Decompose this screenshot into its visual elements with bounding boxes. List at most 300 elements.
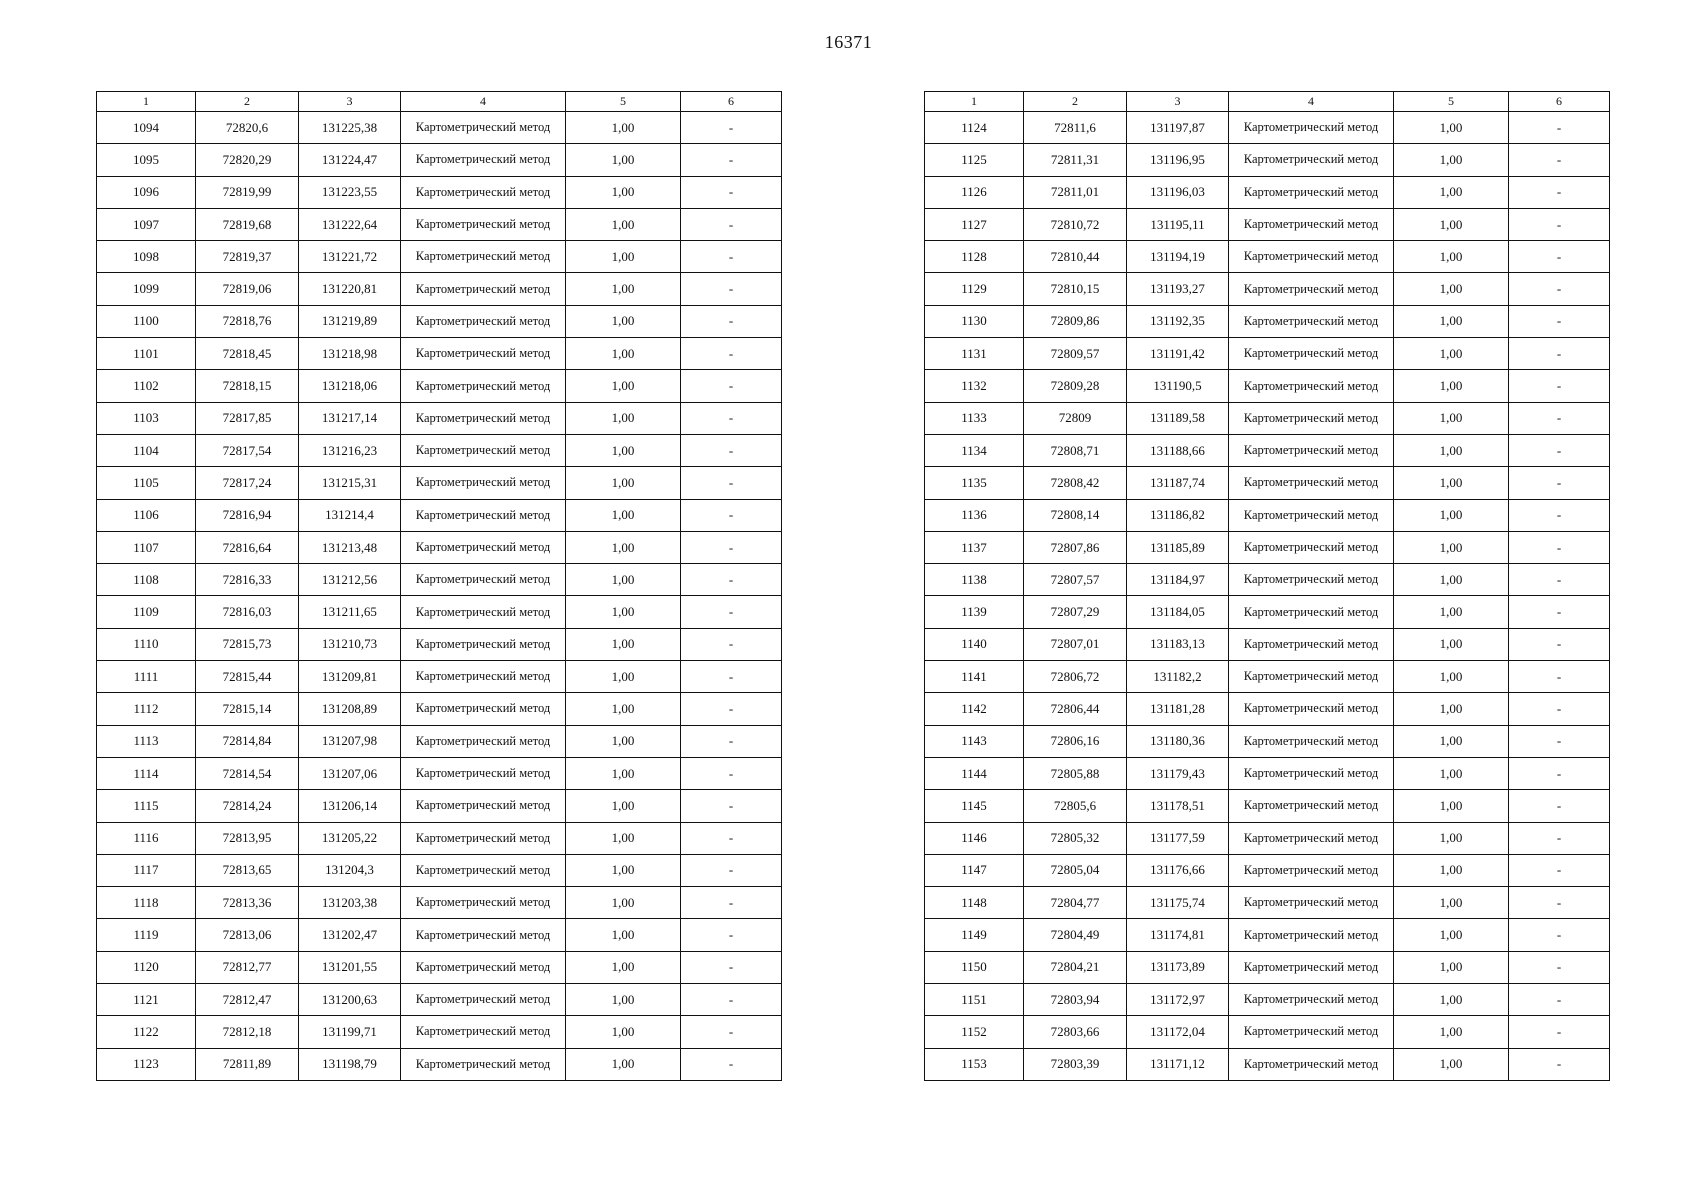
accuracy-cell: 1,00 <box>566 338 681 370</box>
x-coordinate-cell: 72819,99 <box>196 176 299 208</box>
description-cell: - <box>1509 402 1610 434</box>
point-number-cell: 1132 <box>925 370 1024 402</box>
table-header-row <box>97 92 782 112</box>
x-coordinate-cell: 72819,06 <box>196 273 299 305</box>
table-row <box>925 822 1610 854</box>
description-cell: - <box>681 951 782 983</box>
method-cell: Картометрический метод <box>401 757 566 789</box>
point-number-cell: 1141 <box>925 661 1024 693</box>
point-number-cell: 1145 <box>925 790 1024 822</box>
table-row <box>97 984 782 1016</box>
description-cell: - <box>681 273 782 305</box>
y-coordinate-cell: 131217,14 <box>299 402 401 434</box>
description-cell: - <box>681 757 782 789</box>
column-header-2: 2 <box>196 92 299 112</box>
table-row <box>97 564 782 596</box>
table-row <box>97 1048 782 1080</box>
coordinates-table-left <box>96 91 782 1081</box>
description-cell: - <box>1509 531 1610 563</box>
description-cell: - <box>1509 499 1610 531</box>
x-coordinate-cell: 72813,06 <box>196 919 299 951</box>
description-cell: - <box>1509 693 1610 725</box>
accuracy-cell: 1,00 <box>566 273 681 305</box>
accuracy-cell: 1,00 <box>1394 984 1509 1016</box>
accuracy-cell: 1,00 <box>1394 531 1509 563</box>
accuracy-cell: 1,00 <box>1394 241 1509 273</box>
y-coordinate-cell: 131218,06 <box>299 370 401 402</box>
method-cell: Картометрический метод <box>401 984 566 1016</box>
x-coordinate-cell: 72814,54 <box>196 757 299 789</box>
description-cell: - <box>1509 628 1610 660</box>
point-number-cell: 1112 <box>97 693 196 725</box>
x-coordinate-cell: 72807,57 <box>1024 564 1127 596</box>
x-coordinate-cell: 72807,86 <box>1024 531 1127 563</box>
point-number-cell: 1116 <box>97 822 196 854</box>
y-coordinate-cell: 131179,43 <box>1127 757 1229 789</box>
accuracy-cell: 1,00 <box>566 854 681 886</box>
x-coordinate-cell: 72816,64 <box>196 531 299 563</box>
point-number-cell: 1138 <box>925 564 1024 596</box>
accuracy-cell: 1,00 <box>566 564 681 596</box>
column-header-1: 1 <box>925 92 1024 112</box>
point-number-cell: 1107 <box>97 531 196 563</box>
y-coordinate-cell: 131214,4 <box>299 499 401 531</box>
y-coordinate-cell: 131183,13 <box>1127 628 1229 660</box>
table-row <box>97 854 782 886</box>
point-number-cell: 1104 <box>97 434 196 466</box>
x-coordinate-cell: 72811,01 <box>1024 176 1127 208</box>
method-cell: Картометрический метод <box>401 596 566 628</box>
method-cell: Картометрический метод <box>1229 693 1394 725</box>
accuracy-cell: 1,00 <box>1394 822 1509 854</box>
description-cell: - <box>681 661 782 693</box>
table-row <box>97 241 782 273</box>
point-number-cell: 1127 <box>925 208 1024 240</box>
description-cell: - <box>681 628 782 660</box>
method-cell: Картометрический метод <box>1229 241 1394 273</box>
accuracy-cell: 1,00 <box>1394 499 1509 531</box>
table-row <box>97 370 782 402</box>
table-row <box>97 790 782 822</box>
description-cell: - <box>1509 112 1610 144</box>
table-body <box>925 112 1610 1081</box>
y-coordinate-cell: 131189,58 <box>1127 402 1229 434</box>
description-cell: - <box>1509 434 1610 466</box>
table-row <box>925 790 1610 822</box>
method-cell: Картометрический метод <box>1229 984 1394 1016</box>
method-cell: Картометрический метод <box>401 854 566 886</box>
x-coordinate-cell: 72817,54 <box>196 434 299 466</box>
y-coordinate-cell: 131173,89 <box>1127 951 1229 983</box>
description-cell: - <box>1509 305 1610 337</box>
description-cell: - <box>681 434 782 466</box>
table-row <box>97 402 782 434</box>
point-number-cell: 1105 <box>97 467 196 499</box>
method-cell: Картометрический метод <box>1229 564 1394 596</box>
accuracy-cell: 1,00 <box>1394 725 1509 757</box>
method-cell: Картометрический метод <box>1229 467 1394 499</box>
x-coordinate-cell: 72818,45 <box>196 338 299 370</box>
accuracy-cell: 1,00 <box>1394 757 1509 789</box>
table-header-row <box>925 92 1610 112</box>
accuracy-cell: 1,00 <box>1394 370 1509 402</box>
method-cell: Картометрический метод <box>401 628 566 660</box>
description-cell: - <box>681 402 782 434</box>
page-number: 16371 <box>824 32 873 52</box>
table-row <box>97 661 782 693</box>
point-number-cell: 1144 <box>925 757 1024 789</box>
description-cell: - <box>681 854 782 886</box>
x-coordinate-cell: 72804,21 <box>1024 951 1127 983</box>
table-row <box>97 951 782 983</box>
table-row <box>97 887 782 919</box>
method-cell: Картометрический метод <box>401 370 566 402</box>
accuracy-cell: 1,00 <box>1394 144 1509 176</box>
table-row <box>925 854 1610 886</box>
x-coordinate-cell: 72815,73 <box>196 628 299 660</box>
table-row <box>925 499 1610 531</box>
x-coordinate-cell: 72807,29 <box>1024 596 1127 628</box>
x-coordinate-cell: 72812,47 <box>196 984 299 1016</box>
table-row <box>925 531 1610 563</box>
column-header-1: 1 <box>97 92 196 112</box>
y-coordinate-cell: 131205,22 <box>299 822 401 854</box>
table-row <box>97 693 782 725</box>
method-cell: Картометрический метод <box>401 273 566 305</box>
method-cell: Картометрический метод <box>401 661 566 693</box>
y-coordinate-cell: 131224,47 <box>299 144 401 176</box>
point-number-cell: 1128 <box>925 241 1024 273</box>
column-header-6: 6 <box>681 92 782 112</box>
description-cell: - <box>1509 1016 1610 1048</box>
description-cell: - <box>1509 887 1610 919</box>
x-coordinate-cell: 72814,84 <box>196 725 299 757</box>
x-coordinate-cell: 72816,03 <box>196 596 299 628</box>
x-coordinate-cell: 72820,29 <box>196 144 299 176</box>
description-cell: - <box>681 1048 782 1080</box>
table-row <box>925 273 1610 305</box>
point-number-cell: 1142 <box>925 693 1024 725</box>
table-row <box>925 1048 1610 1080</box>
description-cell: - <box>681 887 782 919</box>
y-coordinate-cell: 131192,35 <box>1127 305 1229 337</box>
y-coordinate-cell: 131191,42 <box>1127 338 1229 370</box>
point-number-cell: 1096 <box>97 176 196 208</box>
method-cell: Картометрический метод <box>401 1016 566 1048</box>
point-number-cell: 1098 <box>97 241 196 273</box>
description-cell: - <box>1509 951 1610 983</box>
method-cell: Картометрический метод <box>1229 757 1394 789</box>
point-number-cell: 1117 <box>97 854 196 886</box>
method-cell: Картометрический метод <box>1229 854 1394 886</box>
y-coordinate-cell: 131203,38 <box>299 887 401 919</box>
point-number-cell: 1147 <box>925 854 1024 886</box>
x-coordinate-cell: 72809,57 <box>1024 338 1127 370</box>
method-cell: Картометрический метод <box>1229 434 1394 466</box>
table-row <box>925 241 1610 273</box>
x-coordinate-cell: 72819,68 <box>196 208 299 240</box>
table-row <box>97 757 782 789</box>
table-row <box>925 951 1610 983</box>
accuracy-cell: 1,00 <box>1394 434 1509 466</box>
method-cell: Картометрический метод <box>1229 951 1394 983</box>
description-cell: - <box>681 790 782 822</box>
method-cell: Картометрический метод <box>1229 1048 1394 1080</box>
table-row <box>97 919 782 951</box>
y-coordinate-cell: 131211,65 <box>299 596 401 628</box>
description-cell: - <box>1509 241 1610 273</box>
method-cell: Картометрический метод <box>1229 499 1394 531</box>
accuracy-cell: 1,00 <box>566 790 681 822</box>
point-number-cell: 1113 <box>97 725 196 757</box>
method-cell: Картометрический метод <box>401 434 566 466</box>
method-cell: Картометрический метод <box>1229 628 1394 660</box>
point-number-cell: 1153 <box>925 1048 1024 1080</box>
point-number-cell: 1106 <box>97 499 196 531</box>
x-coordinate-cell: 72805,04 <box>1024 854 1127 886</box>
x-coordinate-cell: 72805,88 <box>1024 757 1127 789</box>
point-number-cell: 1152 <box>925 1016 1024 1048</box>
x-coordinate-cell: 72818,76 <box>196 305 299 337</box>
y-coordinate-cell: 131223,55 <box>299 176 401 208</box>
method-cell: Картометрический метод <box>1229 1016 1394 1048</box>
table-row <box>925 208 1610 240</box>
y-coordinate-cell: 131172,97 <box>1127 984 1229 1016</box>
point-number-cell: 1136 <box>925 499 1024 531</box>
accuracy-cell: 1,00 <box>1394 887 1509 919</box>
x-coordinate-cell: 72811,6 <box>1024 112 1127 144</box>
y-coordinate-cell: 131202,47 <box>299 919 401 951</box>
y-coordinate-cell: 131184,05 <box>1127 596 1229 628</box>
description-cell: - <box>681 531 782 563</box>
table-row <box>925 176 1610 208</box>
description-cell: - <box>1509 208 1610 240</box>
x-coordinate-cell: 72814,24 <box>196 790 299 822</box>
description-cell: - <box>681 1016 782 1048</box>
table-row <box>97 208 782 240</box>
table-row <box>97 176 782 208</box>
accuracy-cell: 1,00 <box>566 467 681 499</box>
y-coordinate-cell: 131186,82 <box>1127 499 1229 531</box>
accuracy-cell: 1,00 <box>566 984 681 1016</box>
y-coordinate-cell: 131195,11 <box>1127 208 1229 240</box>
table-row <box>925 370 1610 402</box>
description-cell: - <box>681 241 782 273</box>
y-coordinate-cell: 131207,98 <box>299 725 401 757</box>
table-row <box>97 725 782 757</box>
description-cell: - <box>1509 144 1610 176</box>
table-row <box>97 305 782 337</box>
column-header-6: 6 <box>1509 92 1610 112</box>
point-number-cell: 1119 <box>97 919 196 951</box>
point-number-cell: 1095 <box>97 144 196 176</box>
method-cell: Картометрический метод <box>401 144 566 176</box>
accuracy-cell: 1,00 <box>566 370 681 402</box>
description-cell: - <box>681 208 782 240</box>
accuracy-cell: 1,00 <box>566 1048 681 1080</box>
x-coordinate-cell: 72810,44 <box>1024 241 1127 273</box>
y-coordinate-cell: 131197,87 <box>1127 112 1229 144</box>
method-cell: Картометрический метод <box>1229 725 1394 757</box>
y-coordinate-cell: 131206,14 <box>299 790 401 822</box>
x-coordinate-cell: 72806,44 <box>1024 693 1127 725</box>
point-number-cell: 1120 <box>97 951 196 983</box>
y-coordinate-cell: 131222,64 <box>299 208 401 240</box>
x-coordinate-cell: 72809,28 <box>1024 370 1127 402</box>
description-cell: - <box>681 305 782 337</box>
table-row <box>925 919 1610 951</box>
point-number-cell: 1097 <box>97 208 196 240</box>
x-coordinate-cell: 72806,72 <box>1024 661 1127 693</box>
description-cell: - <box>1509 1048 1610 1080</box>
y-coordinate-cell: 131185,89 <box>1127 531 1229 563</box>
y-coordinate-cell: 131208,89 <box>299 693 401 725</box>
table-row <box>97 434 782 466</box>
accuracy-cell: 1,00 <box>566 112 681 144</box>
method-cell: Картометрический метод <box>401 499 566 531</box>
accuracy-cell: 1,00 <box>566 144 681 176</box>
accuracy-cell: 1,00 <box>566 822 681 854</box>
y-coordinate-cell: 131216,23 <box>299 434 401 466</box>
column-header-3: 3 <box>1127 92 1229 112</box>
accuracy-cell: 1,00 <box>566 402 681 434</box>
description-cell: - <box>1509 790 1610 822</box>
accuracy-cell: 1,00 <box>566 919 681 951</box>
table-row <box>925 725 1610 757</box>
column-header-2: 2 <box>1024 92 1127 112</box>
method-cell: Картометрический метод <box>1229 273 1394 305</box>
y-coordinate-cell: 131213,48 <box>299 531 401 563</box>
coordinates-table-right <box>924 91 1610 1081</box>
column-header-4: 4 <box>1229 92 1394 112</box>
accuracy-cell: 1,00 <box>1394 919 1509 951</box>
x-coordinate-cell: 72804,77 <box>1024 887 1127 919</box>
accuracy-cell: 1,00 <box>566 208 681 240</box>
point-number-cell: 1140 <box>925 628 1024 660</box>
method-cell: Картометрический метод <box>401 919 566 951</box>
point-number-cell: 1121 <box>97 984 196 1016</box>
y-coordinate-cell: 131199,71 <box>299 1016 401 1048</box>
method-cell: Картометрический метод <box>1229 112 1394 144</box>
accuracy-cell: 1,00 <box>1394 1016 1509 1048</box>
y-coordinate-cell: 131184,97 <box>1127 564 1229 596</box>
point-number-cell: 1130 <box>925 305 1024 337</box>
accuracy-cell: 1,00 <box>566 241 681 273</box>
method-cell: Картометрический метод <box>401 338 566 370</box>
method-cell: Картометрический метод <box>1229 596 1394 628</box>
description-cell: - <box>681 176 782 208</box>
y-coordinate-cell: 131172,04 <box>1127 1016 1229 1048</box>
description-cell: - <box>1509 725 1610 757</box>
table-row <box>925 984 1610 1016</box>
point-number-cell: 1109 <box>97 596 196 628</box>
method-cell: Картометрический метод <box>1229 176 1394 208</box>
point-number-cell: 1101 <box>97 338 196 370</box>
point-number-cell: 1143 <box>925 725 1024 757</box>
table-row <box>97 822 782 854</box>
point-number-cell: 1123 <box>97 1048 196 1080</box>
point-number-cell: 1134 <box>925 434 1024 466</box>
method-cell: Картометрический метод <box>401 822 566 854</box>
table-row <box>925 1016 1610 1048</box>
table-row <box>97 531 782 563</box>
table-row <box>97 499 782 531</box>
accuracy-cell: 1,00 <box>566 305 681 337</box>
x-coordinate-cell: 72813,95 <box>196 822 299 854</box>
accuracy-cell: 1,00 <box>1394 402 1509 434</box>
description-cell: - <box>1509 984 1610 1016</box>
description-cell: - <box>1509 370 1610 402</box>
method-cell: Картометрический метод <box>401 176 566 208</box>
description-cell: - <box>1509 467 1610 499</box>
accuracy-cell: 1,00 <box>1394 596 1509 628</box>
column-header-5: 5 <box>566 92 681 112</box>
table-row <box>925 467 1610 499</box>
point-number-cell: 1131 <box>925 338 1024 370</box>
method-cell: Картометрический метод <box>401 1048 566 1080</box>
y-coordinate-cell: 131176,66 <box>1127 854 1229 886</box>
description-cell: - <box>681 919 782 951</box>
x-coordinate-cell: 72813,36 <box>196 887 299 919</box>
y-coordinate-cell: 131219,89 <box>299 305 401 337</box>
method-cell: Картометрический метод <box>1229 531 1394 563</box>
x-coordinate-cell: 72817,24 <box>196 467 299 499</box>
description-cell: - <box>1509 338 1610 370</box>
table-row <box>925 338 1610 370</box>
description-cell: - <box>1509 854 1610 886</box>
y-coordinate-cell: 131215,31 <box>299 467 401 499</box>
y-coordinate-cell: 131225,38 <box>299 112 401 144</box>
accuracy-cell: 1,00 <box>1394 628 1509 660</box>
method-cell: Картометрический метод <box>1229 370 1394 402</box>
method-cell: Картометрический метод <box>401 241 566 273</box>
description-cell: - <box>1509 564 1610 596</box>
table-row <box>925 693 1610 725</box>
method-cell: Картометрический метод <box>401 531 566 563</box>
table-row <box>925 596 1610 628</box>
method-cell: Картометрический метод <box>1229 305 1394 337</box>
point-number-cell: 1111 <box>97 661 196 693</box>
method-cell: Картометрический метод <box>1229 144 1394 176</box>
accuracy-cell: 1,00 <box>1394 112 1509 144</box>
x-coordinate-cell: 72805,32 <box>1024 822 1127 854</box>
y-coordinate-cell: 131221,72 <box>299 241 401 273</box>
description-cell: - <box>1509 919 1610 951</box>
x-coordinate-cell: 72808,42 <box>1024 467 1127 499</box>
x-coordinate-cell: 72817,85 <box>196 402 299 434</box>
accuracy-cell: 1,00 <box>566 176 681 208</box>
y-coordinate-cell: 131190,5 <box>1127 370 1229 402</box>
table-row <box>925 305 1610 337</box>
y-coordinate-cell: 131212,56 <box>299 564 401 596</box>
x-coordinate-cell: 72807,01 <box>1024 628 1127 660</box>
accuracy-cell: 1,00 <box>1394 790 1509 822</box>
method-cell: Картометрический метод <box>1229 790 1394 822</box>
description-cell: - <box>1509 757 1610 789</box>
x-coordinate-cell: 72803,39 <box>1024 1048 1127 1080</box>
point-number-cell: 1102 <box>97 370 196 402</box>
x-coordinate-cell: 72809 <box>1024 402 1127 434</box>
accuracy-cell: 1,00 <box>1394 305 1509 337</box>
method-cell: Картометрический метод <box>1229 338 1394 370</box>
x-coordinate-cell: 72816,33 <box>196 564 299 596</box>
point-number-cell: 1103 <box>97 402 196 434</box>
method-cell: Картометрический метод <box>1229 919 1394 951</box>
accuracy-cell: 1,00 <box>1394 273 1509 305</box>
method-cell: Картометрический метод <box>1229 402 1394 434</box>
y-coordinate-cell: 131182,2 <box>1127 661 1229 693</box>
x-coordinate-cell: 72806,16 <box>1024 725 1127 757</box>
